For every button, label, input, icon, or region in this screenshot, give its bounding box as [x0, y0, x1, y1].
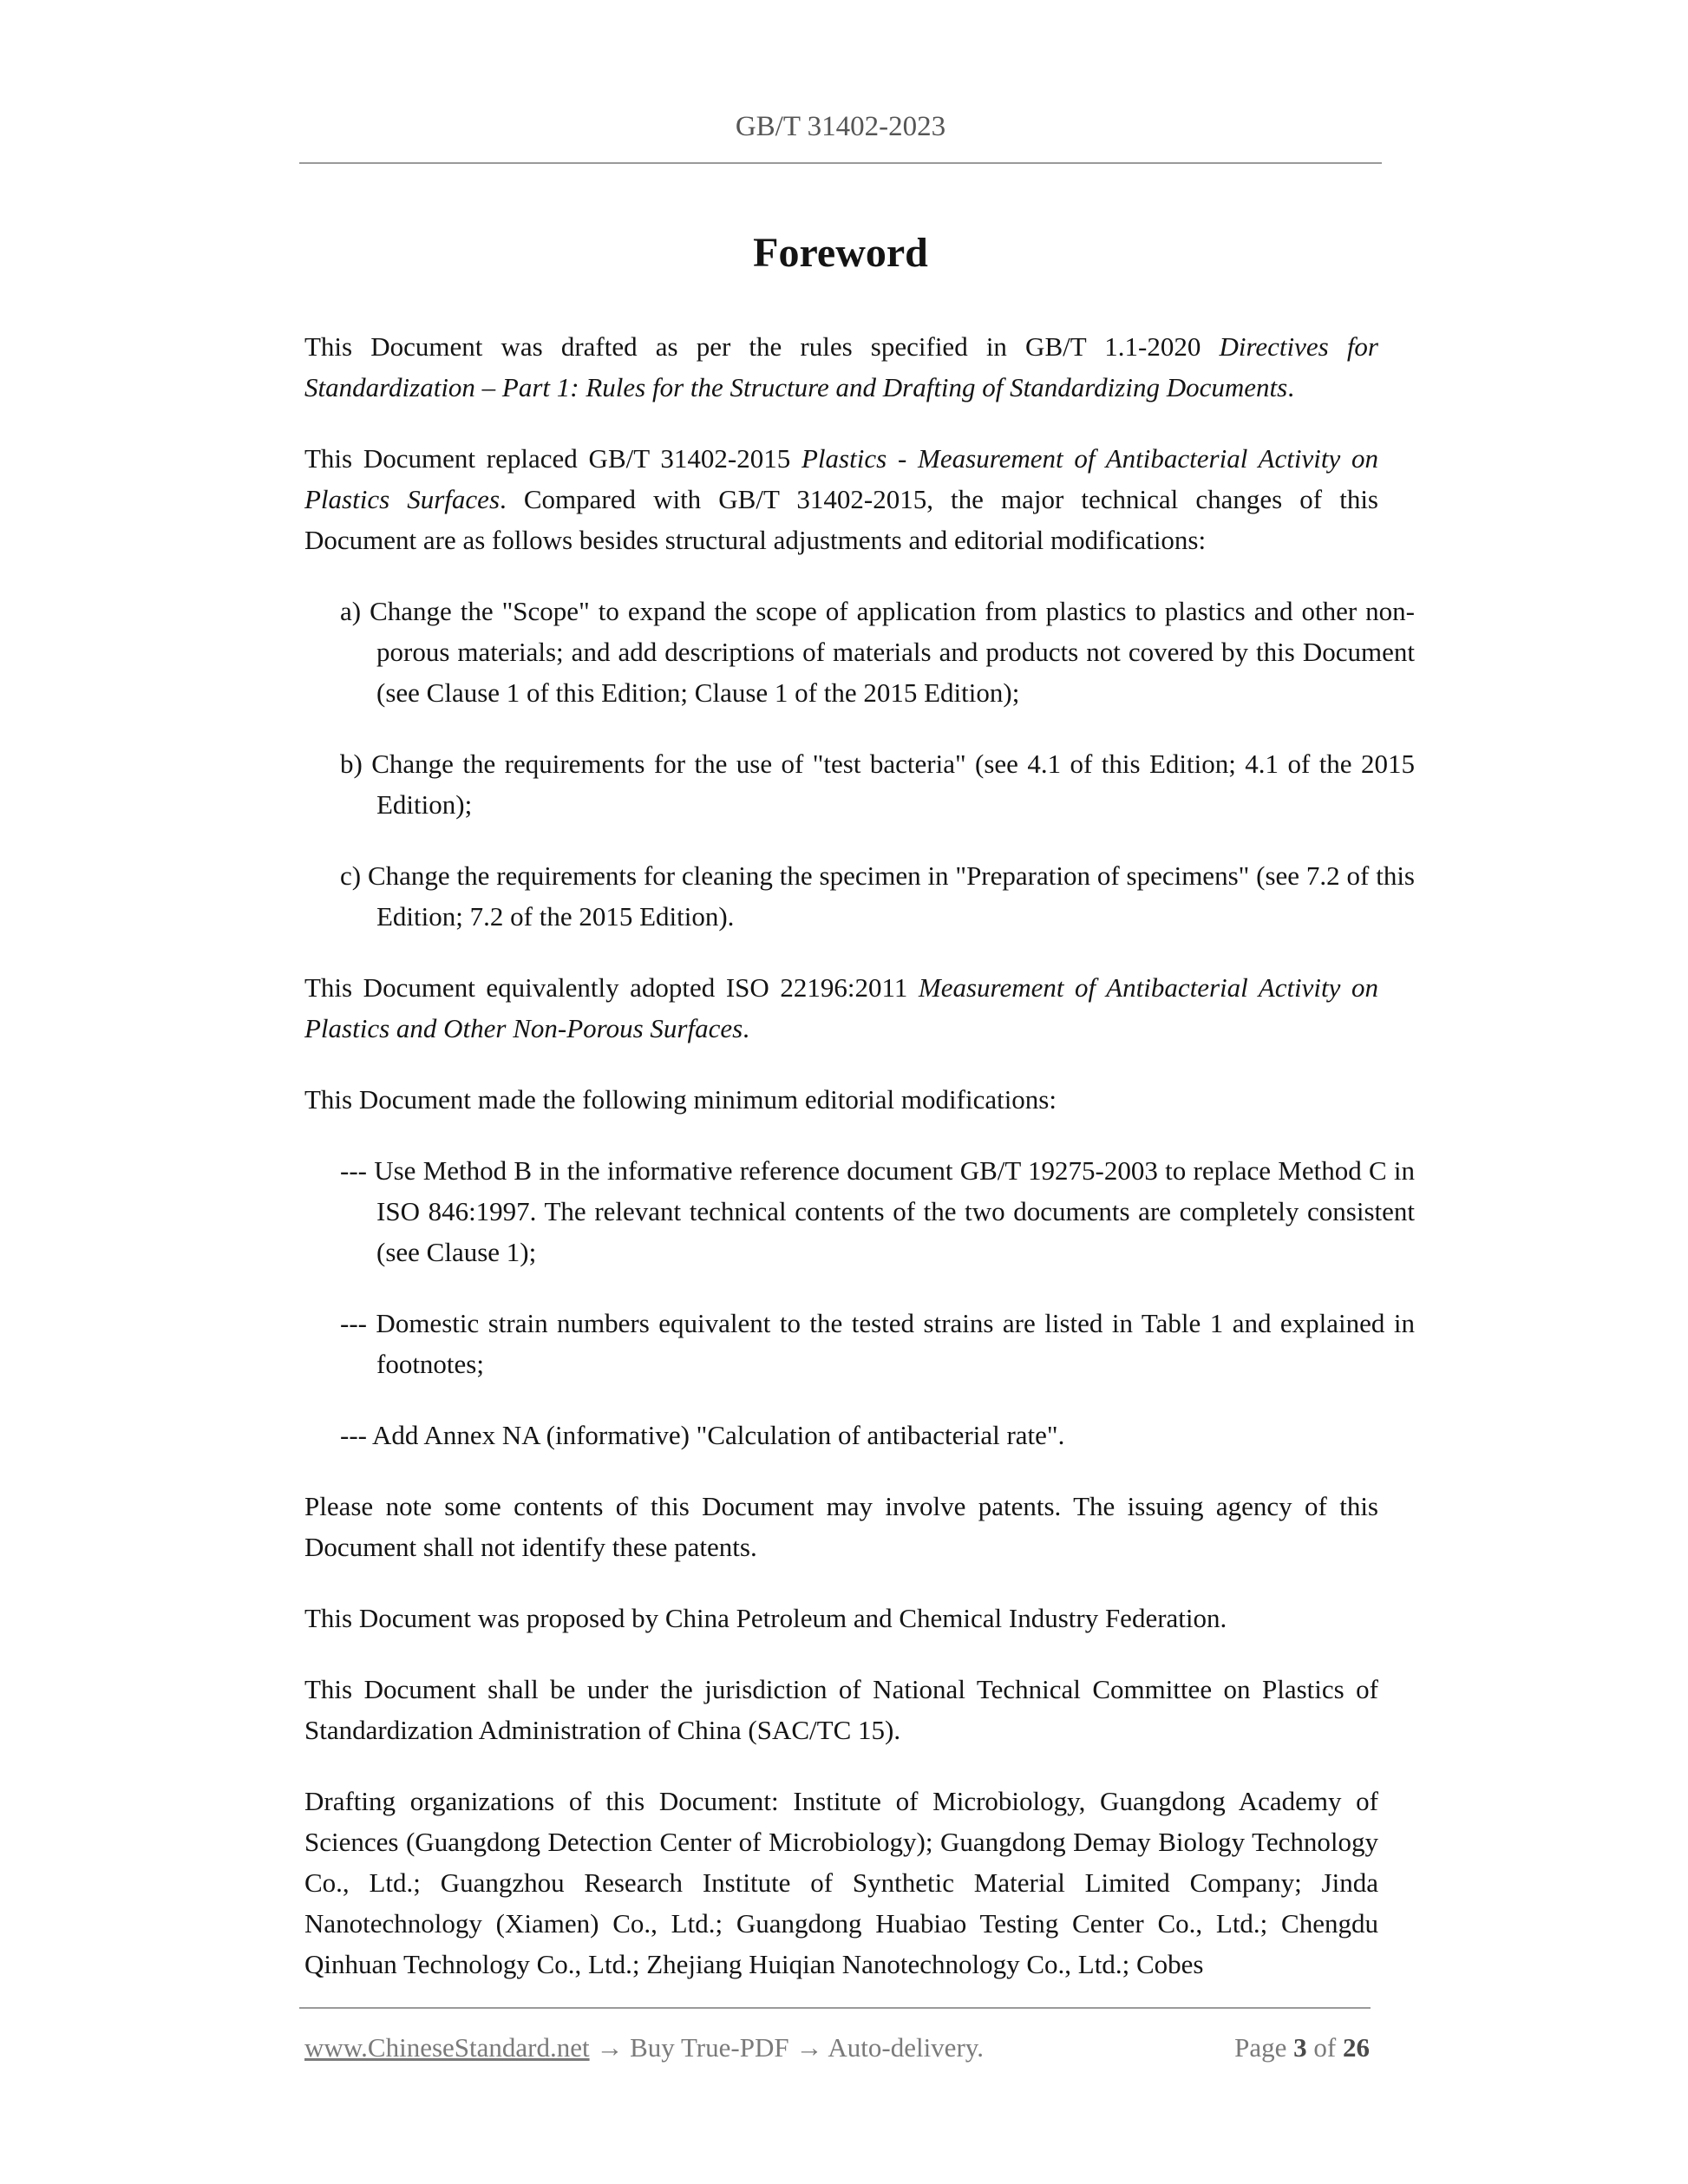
paragraph-editorial-modifications: This Document made the following minimum editorial modifications: [304, 1084, 1057, 1115]
paragraph-text: This Document replaced GB/T 31402-2015 [304, 443, 801, 474]
paragraph-proposed-by: This Document was proposed by China Petroleum and Chemical Industry Federation. [304, 1603, 1227, 1633]
running-header-title: GB/T 31402-2023 [735, 111, 946, 142]
footer-tagline: → Buy True-PDF → Auto-delivery. [589, 2032, 984, 2063]
list-item-modification-2: --- Domestic strain numbers equivalent to the tested strains are listed in Table 1 and explained in footnotes; [340, 1308, 1415, 1379]
website-link[interactable]: www.ChineseStandard.net [304, 2032, 590, 2063]
paragraph-drafting-rules [304, 326, 1378, 408]
footer-divider [299, 2007, 1371, 2009]
paragraph-text: . [743, 1013, 749, 1043]
paragraph-text: This Document was drafted as per the rules specified in GB/T 1.1-2020 [304, 331, 1220, 362]
page-footer [304, 2029, 1370, 2067]
paragraph-patents: Please note some contents of this Document may involve patents. The issuing agency of this Document shall not identify these patents. [304, 1491, 1378, 1562]
paragraph-drafting-organizations: Drafting organizations of this Document: Institute of Microbiology, Guangdong Academy of Sciences (Guangdong Detection Center of Microbiology); Guangdong Demay Biology Technology Co., Ltd.; Guangzhou Research Institute of Synthetic Material Limited Company; Jinda Nanotechnology (Xiamen) Co., Ltd.; Guangdong Huabiao Testing Center Co., Ltd.; Chengdu Qinhuan Technology Co., Ltd.; Zhejiang Huiqian Nanotechnology Co., Ltd.; Cobes [304, 1786, 1378, 1979]
paragraph-adopted-iso [304, 967, 1378, 1049]
list-item-change-a: a) Change the "Scope" to expand the scope of application from plastics to plastics and other non-porous materials; and add descriptions of materials and products not covered by this Document (see Clause 1 of this Edition; Clause 1 of the 2015 Edition); [340, 596, 1415, 708]
list-item-change-b: b) Change the requirements for the use of "test bacteria" (see 4.1 of this Edition; 4.1 of the 2015 Edition); [340, 749, 1415, 820]
cited-title: Directives for Standardization – Part 1: Rules for the Structure and Drafting of Standardizing Documents [304, 331, 1378, 402]
paragraph-text: . [1287, 372, 1294, 402]
paragraph-text: This Document equivalently adopted ISO 22196:2011 [304, 972, 919, 1003]
total-pages: 26 [1343, 2032, 1370, 2063]
list-item-modification-1: --- Use Method B in the informative reference document GB/T 19275-2003 to replace Method C in ISO 846:1997. The relevant technical contents of the two documents are completely consistent (see Clause 1); [340, 1155, 1415, 1267]
current-page-number: 3 [1293, 2032, 1307, 2063]
paragraph-replaced-standard [304, 438, 1378, 560]
cited-title: Measurement of Antibacterial Activity on Plastics and Other Non-Porous Surfaces [304, 972, 1378, 1043]
paragraph-text: . Compared with GB/T 31402-2015, the major technical changes of this Document are as follows besides structural adjustments and editorial modifications: [304, 484, 1378, 555]
list-item-modification-3: --- Add Annex NA (informative) "Calculation of antibacterial rate". [340, 1420, 1065, 1450]
page-label: Page [1234, 2032, 1294, 2063]
page-title: Foreword [753, 230, 928, 276]
list-item-change-c: c) Change the requirements for cleaning the specimen in "Preparation of specimens" (see 7.2 of this Edition; 7.2 of the 2015 Edition). [340, 860, 1415, 932]
paragraph-jurisdiction: This Document shall be under the jurisdiction of National Technical Committee on Plastics of Standardization Administration of China (SAC/TC 15). [304, 1674, 1378, 1745]
cited-title: Plastics - Measurement of Antibacterial Activity on Plastics Surfaces [304, 443, 1378, 514]
header-divider [299, 162, 1382, 164]
page-indicator [1234, 2029, 1370, 2067]
of-label: of [1306, 2032, 1343, 2063]
